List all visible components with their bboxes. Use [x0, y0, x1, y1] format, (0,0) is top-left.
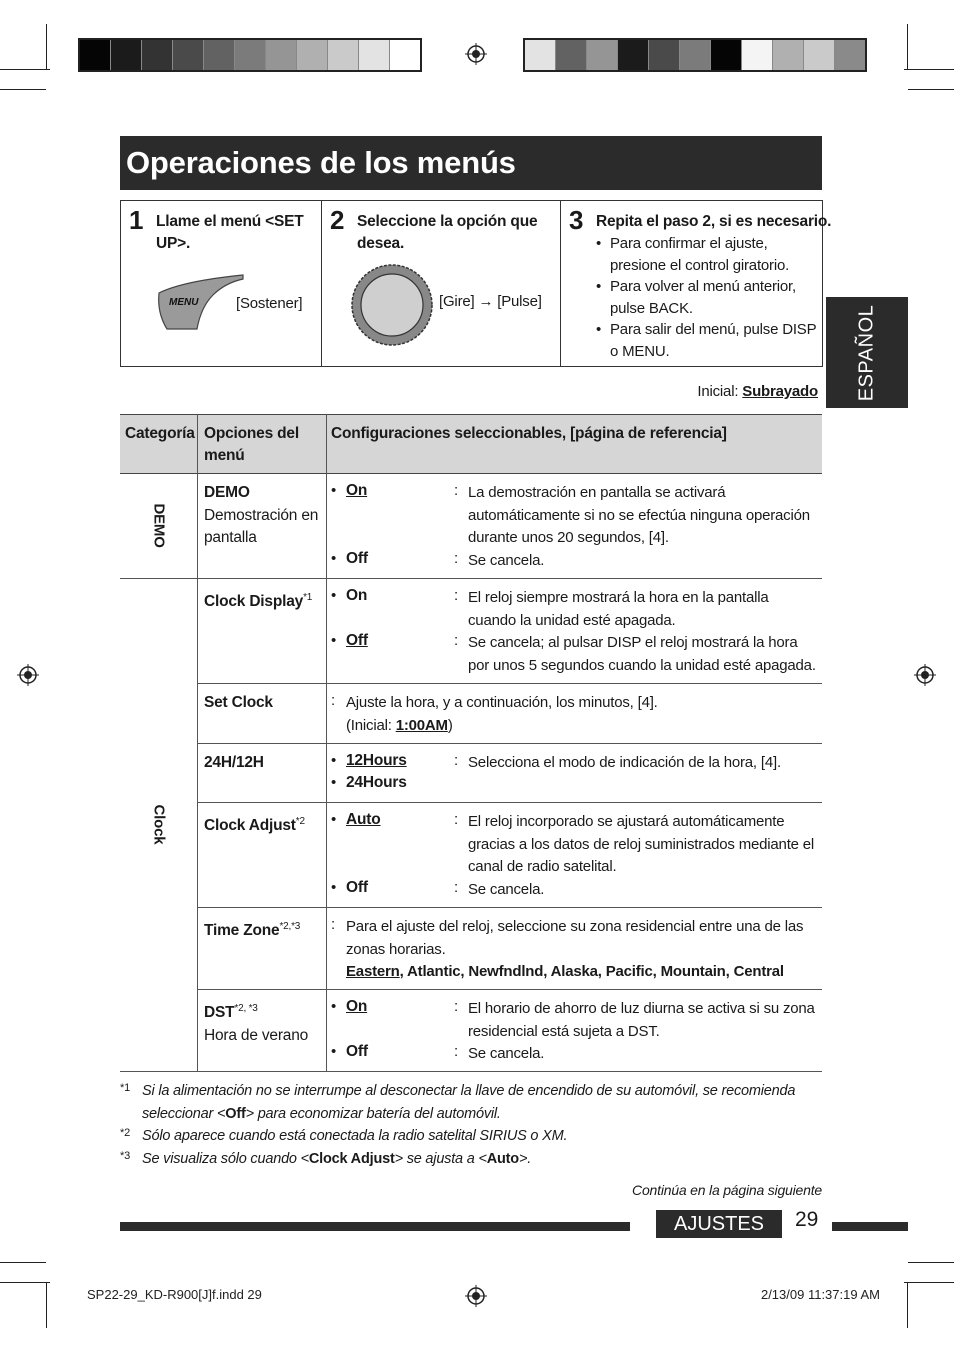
- footer-rule: [120, 1222, 630, 1231]
- push-instruction: [Pulse]: [497, 293, 542, 310]
- setting-description: Se cancela.: [468, 1045, 545, 1062]
- setting-value: On: [346, 587, 368, 604]
- registration-mark-icon: [465, 1285, 487, 1307]
- step-2: [322, 201, 561, 366]
- color-bar-right: [523, 38, 867, 72]
- step-text: Seleccione la opción que desea.: [357, 213, 538, 252]
- footnote: *3 Se visualiza sólo cuando <Clock Adjust> se ajusta a <Auto>.: [120, 1149, 532, 1167]
- option-time-zone: [204, 916, 300, 943]
- option-clock-display: [204, 587, 312, 614]
- setting-value: , Atlantic, Newfndlnd, Alaska, Pacific, Mountain, Central: [399, 963, 784, 980]
- footer-rule: [832, 1222, 908, 1231]
- footnote: *2 Sólo aparece cuando está conectada la radio satelital SIRIUS o XM.: [120, 1127, 568, 1144]
- language-tab: [826, 297, 908, 408]
- color-bar-left: [78, 38, 422, 72]
- option-name: Clock Adjust: [204, 817, 296, 835]
- footnote-mark: *2: [295, 816, 305, 827]
- step-1: [121, 201, 322, 366]
- setting-description: Selecciona el modo de indicación de la hora, [4].: [468, 754, 781, 771]
- registration-mark-icon: [914, 664, 936, 686]
- option-name: Set Clock: [204, 694, 273, 711]
- setting-value: On: [346, 998, 368, 1015]
- table-header: [120, 414, 822, 474]
- category-clock: Clock: [150, 804, 168, 845]
- option-name: DST: [204, 1004, 235, 1022]
- option-name: DEMO: [204, 484, 250, 501]
- step-3-bullets: [596, 233, 818, 362]
- step-3: [561, 201, 832, 366]
- step-text: Repita el paso 2, si es necesario.: [596, 213, 832, 230]
- list-item: • Para salir del menú, pulse DISP o MENU.: [596, 319, 818, 362]
- setting-value: Eastern: [346, 963, 400, 980]
- section-label: AJUSTES: [656, 1210, 782, 1238]
- column-header: Configuraciones seleccionables, [página de referencia]: [331, 425, 727, 442]
- initial-time-value: 1:00AM: [395, 716, 448, 734]
- footnote-mark: *1: [303, 592, 313, 603]
- option-subtitle: Hora de verano: [204, 1026, 309, 1044]
- initial-label: Inicial:: [697, 383, 739, 400]
- steps-box: [120, 200, 832, 367]
- footnotes: [120, 1080, 822, 1170]
- setting-value: Off: [346, 1043, 368, 1060]
- setting-value: Auto: [346, 811, 381, 828]
- column-header: Opciones del menú: [204, 425, 299, 464]
- step-number: 2: [330, 205, 345, 235]
- setting-description: El reloj siempre mostrará la hora en la pantalla cuando la unidad esté apagada.: [468, 589, 769, 629]
- option-set-clock: [204, 692, 273, 715]
- option-name: 24H/12H: [204, 754, 264, 771]
- footnote: *1 Si la alimentación no se interrumpe al desconectar la llave de encendido de su automóvil, se recomienda seleccionar <Off> para economizar batería del automóvil.: [120, 1082, 796, 1122]
- page-title: Operaciones de los menús: [120, 136, 822, 190]
- category-demo: DEMO: [150, 503, 168, 548]
- option-clock-adjust: [204, 811, 305, 838]
- menu-button-label: MENU: [169, 297, 199, 308]
- option-demo: [204, 482, 322, 550]
- list-item: • Para volver al menú anterior, pulse BACK.: [596, 276, 818, 319]
- footnote-mark: *2, *3: [234, 1003, 258, 1014]
- setting-description: Se cancela.: [468, 881, 545, 898]
- setting-description: El reloj incorporado se ajustará automáticamente gracias a los datos de reloj suministrados mediante el canal de radio satelital.: [468, 813, 815, 875]
- continue-note: Continúa en la página siguiente: [632, 1182, 822, 1198]
- option-name: Time Zone: [204, 922, 280, 940]
- step-text: Llame el menú <SET UP>.: [156, 213, 304, 252]
- setting-description: El horario de ahorro de luz diurna se activa si su zona residencial está sujeta a DST.: [468, 1000, 815, 1040]
- slug-file: SP22-29_KD-R900[J]f.indd 29: [87, 1287, 262, 1302]
- setting-value: 12Hours: [346, 752, 407, 769]
- setting-value: Off: [346, 550, 368, 567]
- initial-legend: [697, 383, 818, 400]
- option-name: Clock Display: [204, 593, 304, 611]
- option-24h-12h: [204, 752, 264, 775]
- option-dst: [204, 998, 308, 1047]
- setting-value: On: [346, 482, 368, 499]
- arrow-right-icon: →: [478, 293, 494, 310]
- column-header: Categoría: [125, 425, 195, 442]
- menu-button-icon: [153, 273, 245, 331]
- registration-mark-icon: [465, 43, 487, 65]
- setting-description: Se cancela; al pulsar DISP el reloj mostrará la hora por unos 5 segundos cuando la unidad esté apagada.: [468, 634, 816, 674]
- setting-description: Ajuste la hora, y a continuación, los minutos, [4]. (Inicial: 1:00AM): [346, 694, 658, 734]
- rotary-knob-icon: [350, 263, 434, 347]
- step-number: 3: [569, 205, 584, 235]
- language-label: ESPAÑOL: [855, 304, 878, 401]
- option-subtitle: Demostración en pantalla: [204, 506, 319, 546]
- registration-mark-icon: [17, 664, 39, 686]
- setting-value: 24Hours: [346, 774, 407, 791]
- step-number: 1: [129, 205, 144, 235]
- setting-description: Se cancela.: [468, 552, 545, 569]
- initial-value: Subrayado: [742, 383, 818, 400]
- setting-value: Off: [346, 632, 368, 649]
- hold-instruction: [Sostener]: [236, 295, 303, 312]
- turn-instruction: [Gire]: [439, 293, 475, 310]
- page-number: 29: [795, 1208, 819, 1231]
- setting-value: Off: [346, 879, 368, 896]
- list-item: • Para confirmar el ajuste, presione el control giratorio.: [596, 233, 818, 276]
- footnote-mark: *2,*3: [279, 921, 301, 932]
- setting-description: La demostración en pantalla se activará automáticamente si no se efectúa ninguna operación durante unos 20 segundos, [4].: [468, 484, 810, 546]
- slug-date: 2/13/09 11:37:19 AM: [760, 1287, 880, 1302]
- setting-description: Para el ajuste del reloj, seleccione su zona residencial entre una de las zonas horarias. Eastern, Atlantic, Newfndlnd, Alaska, Pacific, Mountain, Central: [346, 918, 804, 980]
